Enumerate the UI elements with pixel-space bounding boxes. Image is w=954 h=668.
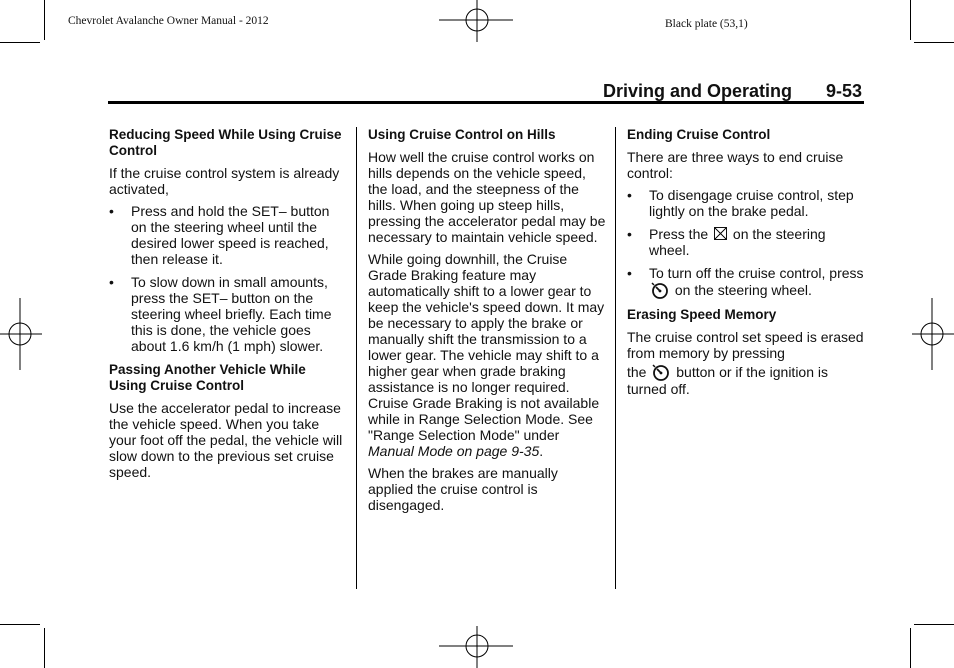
paragraph-brakes-disengage: When the brakes are manually applied the cruise control is disengaged. [368, 465, 558, 513]
manual-title: Chevrolet Avalanche Owner Manual - 2012 [68, 15, 269, 27]
column-divider-2 [615, 127, 616, 589]
list-item [627, 265, 867, 299]
cruise-control-icon [652, 363, 670, 381]
press-the-text: Press the [649, 226, 709, 242]
paragraph-already-activated: If the cruise control system is already activated, [109, 165, 340, 197]
heading-ending-cruise: Ending Cruise Control [627, 127, 771, 142]
cruise-control-icon [651, 281, 669, 299]
registration-mark-left-icon [0, 296, 44, 372]
registration-mark-top-icon [437, 0, 517, 44]
reduce-speed-list [109, 203, 344, 354]
plate-label: Black plate (53,1) [665, 18, 748, 30]
button-ignition-text: button or if the ignition is turned off. [627, 364, 829, 397]
the-text: the [627, 364, 647, 380]
header-rule [108, 101, 864, 104]
crop-mark-top-right-h [914, 42, 954, 43]
crop-mark-top-left-v [44, 0, 45, 40]
crop-mark-bottom-left-v [44, 628, 45, 668]
paragraph-grade-braking [368, 251, 606, 459]
paragraph-button-ignition [627, 363, 867, 397]
section-title: Driving and Operating [603, 81, 793, 101]
manual-mode-reference-link[interactable]: Manual Mode on page 9-35 [368, 443, 540, 459]
column-divider-1 [356, 127, 357, 589]
heading-reducing-speed: Reducing Speed While Using Cruise Control [109, 127, 342, 158]
column-3 [627, 127, 867, 403]
cancel-x-icon [714, 227, 727, 240]
list-item: • To disengage cruise control, step lightly on the brake pedal. [627, 187, 867, 219]
crop-mark-bottom-right-v [910, 628, 911, 668]
heading-passing-vehicle: Passing Another Vehicle While Using Cruise Control [109, 362, 306, 393]
column-2 [368, 127, 606, 519]
page-number: 9-53 [826, 81, 863, 101]
crop-mark-top-left-h [0, 42, 40, 43]
list-item: • Press and hold the SET– button on the steering wheel until the desired lower speed is reached, then release it. [109, 203, 344, 267]
list-item [627, 226, 867, 258]
heading-cruise-hills: Using Cruise Control on Hills [368, 127, 556, 142]
ending-cruise-list [627, 187, 867, 299]
grade-braking-text: While going downhill, the Cruise Grade Braking feature may automatically shift to a lower gear to keep the vehicle's speed down. It may be necessary to apply the brake or manually shift the transmission to a lower gear. The vehicle may shift to a higher gear when grade braking assistance is no longer required. Cruise Grade Braking is not available while in Range Selection Mode. See "Range Selection Mode" under [368, 251, 605, 443]
turn-off-text: To turn off the cruise control, press [649, 265, 864, 281]
steering-wheel-text: on the steering wheel. [649, 226, 826, 258]
crop-mark-top-right-v [910, 0, 911, 40]
steering-wheel-text: on the steering wheel. [674, 282, 812, 298]
list-item: • To slow down in small amounts, press the SET– button on the steering wheel briefly. Each time this is done, the vehicle goes about 1.6 km/h (1 mph) slower. [109, 274, 344, 354]
crop-mark-bottom-right-h [914, 624, 954, 625]
crop-mark-bottom-left-h [0, 624, 40, 625]
paragraph-accelerator: Use the accelerator pedal to increase the vehicle speed. When you take your foot off the pedal, the vehicle will slow down to the previous set cruise speed. [109, 400, 343, 480]
column-1 [109, 127, 344, 486]
period: . [539, 443, 544, 459]
paragraph-erased: The cruise control set speed is erased from memory by pressing [627, 329, 864, 361]
registration-mark-bottom-icon [437, 624, 517, 668]
paragraph-three-ways: There are three ways to end cruise control: [627, 149, 844, 181]
heading-erasing-memory: Erasing Speed Memory [627, 307, 777, 322]
paragraph-hills: How well the cruise control works on hills depends on the vehicle speed, the load, and the steepness of the hills. When going up steep hills, pressing the accelerator pedal may be necessary to maintain vehicle speed. [368, 149, 606, 245]
registration-mark-right-icon [910, 296, 954, 372]
